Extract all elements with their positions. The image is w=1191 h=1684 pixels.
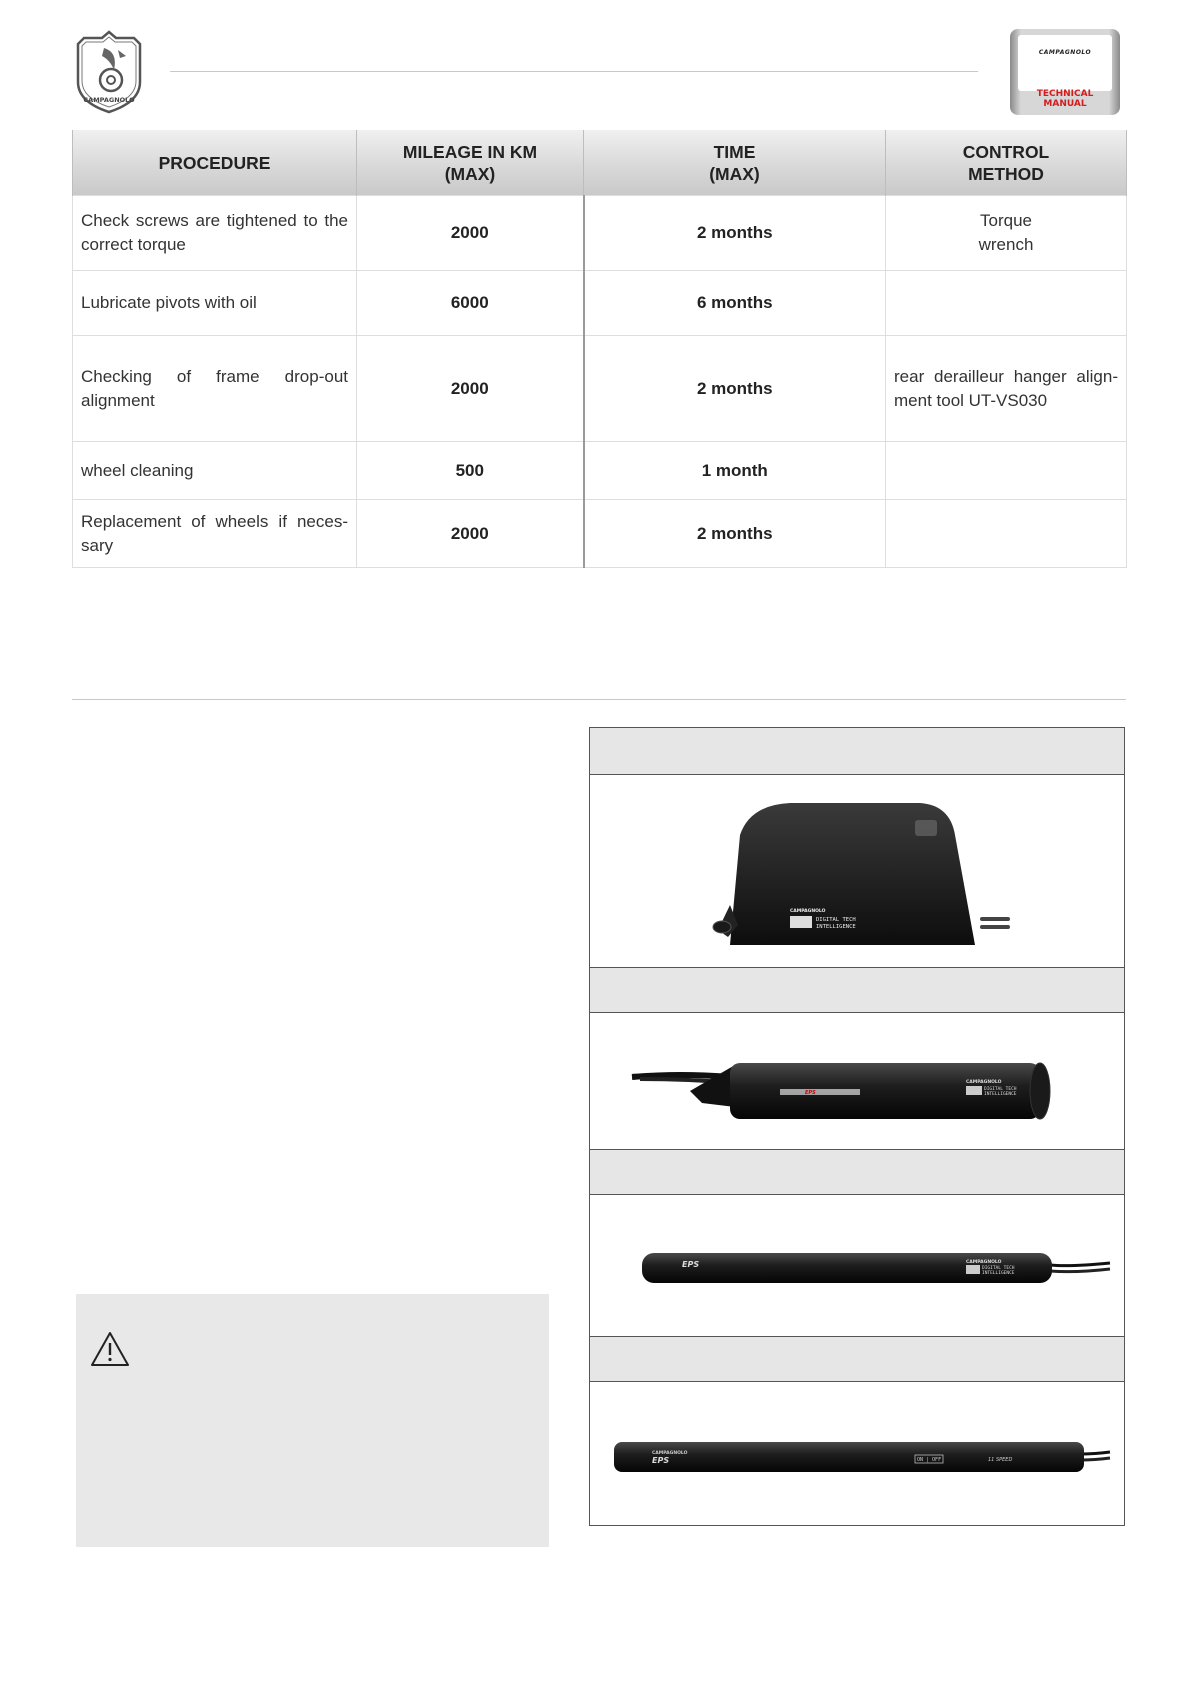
cell-mileage: 2000 [357, 196, 584, 271]
battery-eps-text: EPS [805, 1090, 816, 1096]
header-mileage [357, 130, 584, 196]
header-control-line1: CONTROL [962, 141, 1050, 162]
warning-box [76, 1294, 549, 1547]
badge-line-1: TECHNICAL [1036, 89, 1094, 99]
cell-mileage: 2000 [357, 336, 584, 442]
product-label-band-4 [590, 1337, 1124, 1382]
seatpost-dti-line1: DIGITAL TECH [982, 1266, 1015, 1271]
header-time [584, 130, 886, 196]
table-row [73, 336, 1127, 442]
cell-mileage: 2000 [357, 500, 584, 568]
cell-time: 6 months [584, 271, 886, 336]
product-panel [589, 727, 1125, 1526]
seatpost-battery-image [590, 1195, 1124, 1336]
header-mileage-line2: (MAX) [444, 163, 496, 184]
battery-dti-line2: INTELLIGENCE [984, 1092, 1017, 1097]
table-row [73, 442, 1127, 500]
table-row [73, 196, 1127, 271]
battery-brand-text: CAMPAGNOLO [966, 1080, 1002, 1085]
seatpost-dti-line2: INTELLIGENCE [982, 1271, 1015, 1276]
interface-box-image [590, 775, 1124, 967]
product-label-band-2 [590, 968, 1124, 1013]
ext-brand-text: CAMPAGNOLO [652, 1451, 688, 1456]
product-label-band-3 [590, 1150, 1124, 1195]
badge-line-2: MANUAL [1043, 99, 1087, 109]
ext-eps-text: EPS [652, 1456, 670, 1465]
table-row [73, 271, 1127, 336]
warning-triangle-icon [90, 1331, 130, 1367]
product-image-1 [590, 775, 1124, 968]
box-dti-line1: DIGITAL TECH [816, 917, 856, 923]
cell-time: 2 months [584, 336, 886, 442]
seatpost-brand-text: CAMPAGNOLO [966, 1260, 1002, 1265]
cell-procedure: Replacement of wheels if neces-sary [73, 500, 357, 568]
cell-control [886, 500, 1127, 568]
cell-time: 2 months [584, 196, 886, 271]
table-row [73, 500, 1127, 568]
cell-procedure: Check screws are tightened to the correct torque [73, 196, 357, 271]
battery-dti-line1: DIGITAL TECH [984, 1087, 1017, 1092]
seatpost-eps-text: EPS [682, 1260, 700, 1269]
cell-procedure: Checking of frame drop-out alignment [73, 336, 357, 442]
cell-mileage: 500 [357, 442, 584, 500]
internal-battery-image [590, 1013, 1124, 1149]
ext-speed-text: 11 SPEED [988, 1457, 1013, 1463]
cell-control: rear derailleur hanger align-ment tool UT-VS030 [886, 336, 1127, 442]
section-divider [72, 699, 1126, 700]
product-image-3 [590, 1195, 1124, 1337]
cell-control [886, 442, 1127, 500]
header-mileage-line1: MILEAGE IN KM [402, 141, 538, 162]
cell-control-line2: wrench [978, 235, 1034, 254]
header-time-line2: (MAX) [709, 163, 760, 184]
cell-control [886, 271, 1127, 336]
table-header-row [73, 130, 1127, 196]
header-control-line2: METHOD [968, 163, 1044, 184]
cell-time: 1 month [584, 442, 886, 500]
cell-time: 2 months [584, 500, 886, 568]
logo-text: CAMPAGNOLO [83, 96, 135, 104]
product-image-4 [590, 1382, 1124, 1525]
ext-onoff-text: ON | OFF [917, 1457, 942, 1463]
cell-control-line1: Torque [980, 211, 1032, 230]
box-brand-text: CAMPAGNOLO [790, 909, 826, 914]
header-procedure: PROCEDURE [73, 130, 357, 196]
badge-brand: CAMPAGNOLO [1038, 49, 1092, 56]
header-time-line1: TIME [713, 141, 756, 162]
header-control [886, 130, 1127, 196]
box-dti-line2: INTELLIGENCE [816, 924, 856, 930]
product-label-band-1 [590, 728, 1124, 775]
campagnolo-logo [74, 30, 144, 114]
maintenance-table [72, 130, 1127, 568]
cell-control [886, 196, 1127, 271]
cell-mileage: 6000 [357, 271, 584, 336]
cell-procedure: Lubricate pivots with oil [73, 271, 357, 336]
ext-battery-image [590, 1382, 1124, 1525]
technical-manual-badge [1010, 29, 1120, 115]
header-divider [170, 71, 978, 72]
product-image-2 [590, 1013, 1124, 1150]
cell-procedure: wheel cleaning [73, 442, 357, 500]
